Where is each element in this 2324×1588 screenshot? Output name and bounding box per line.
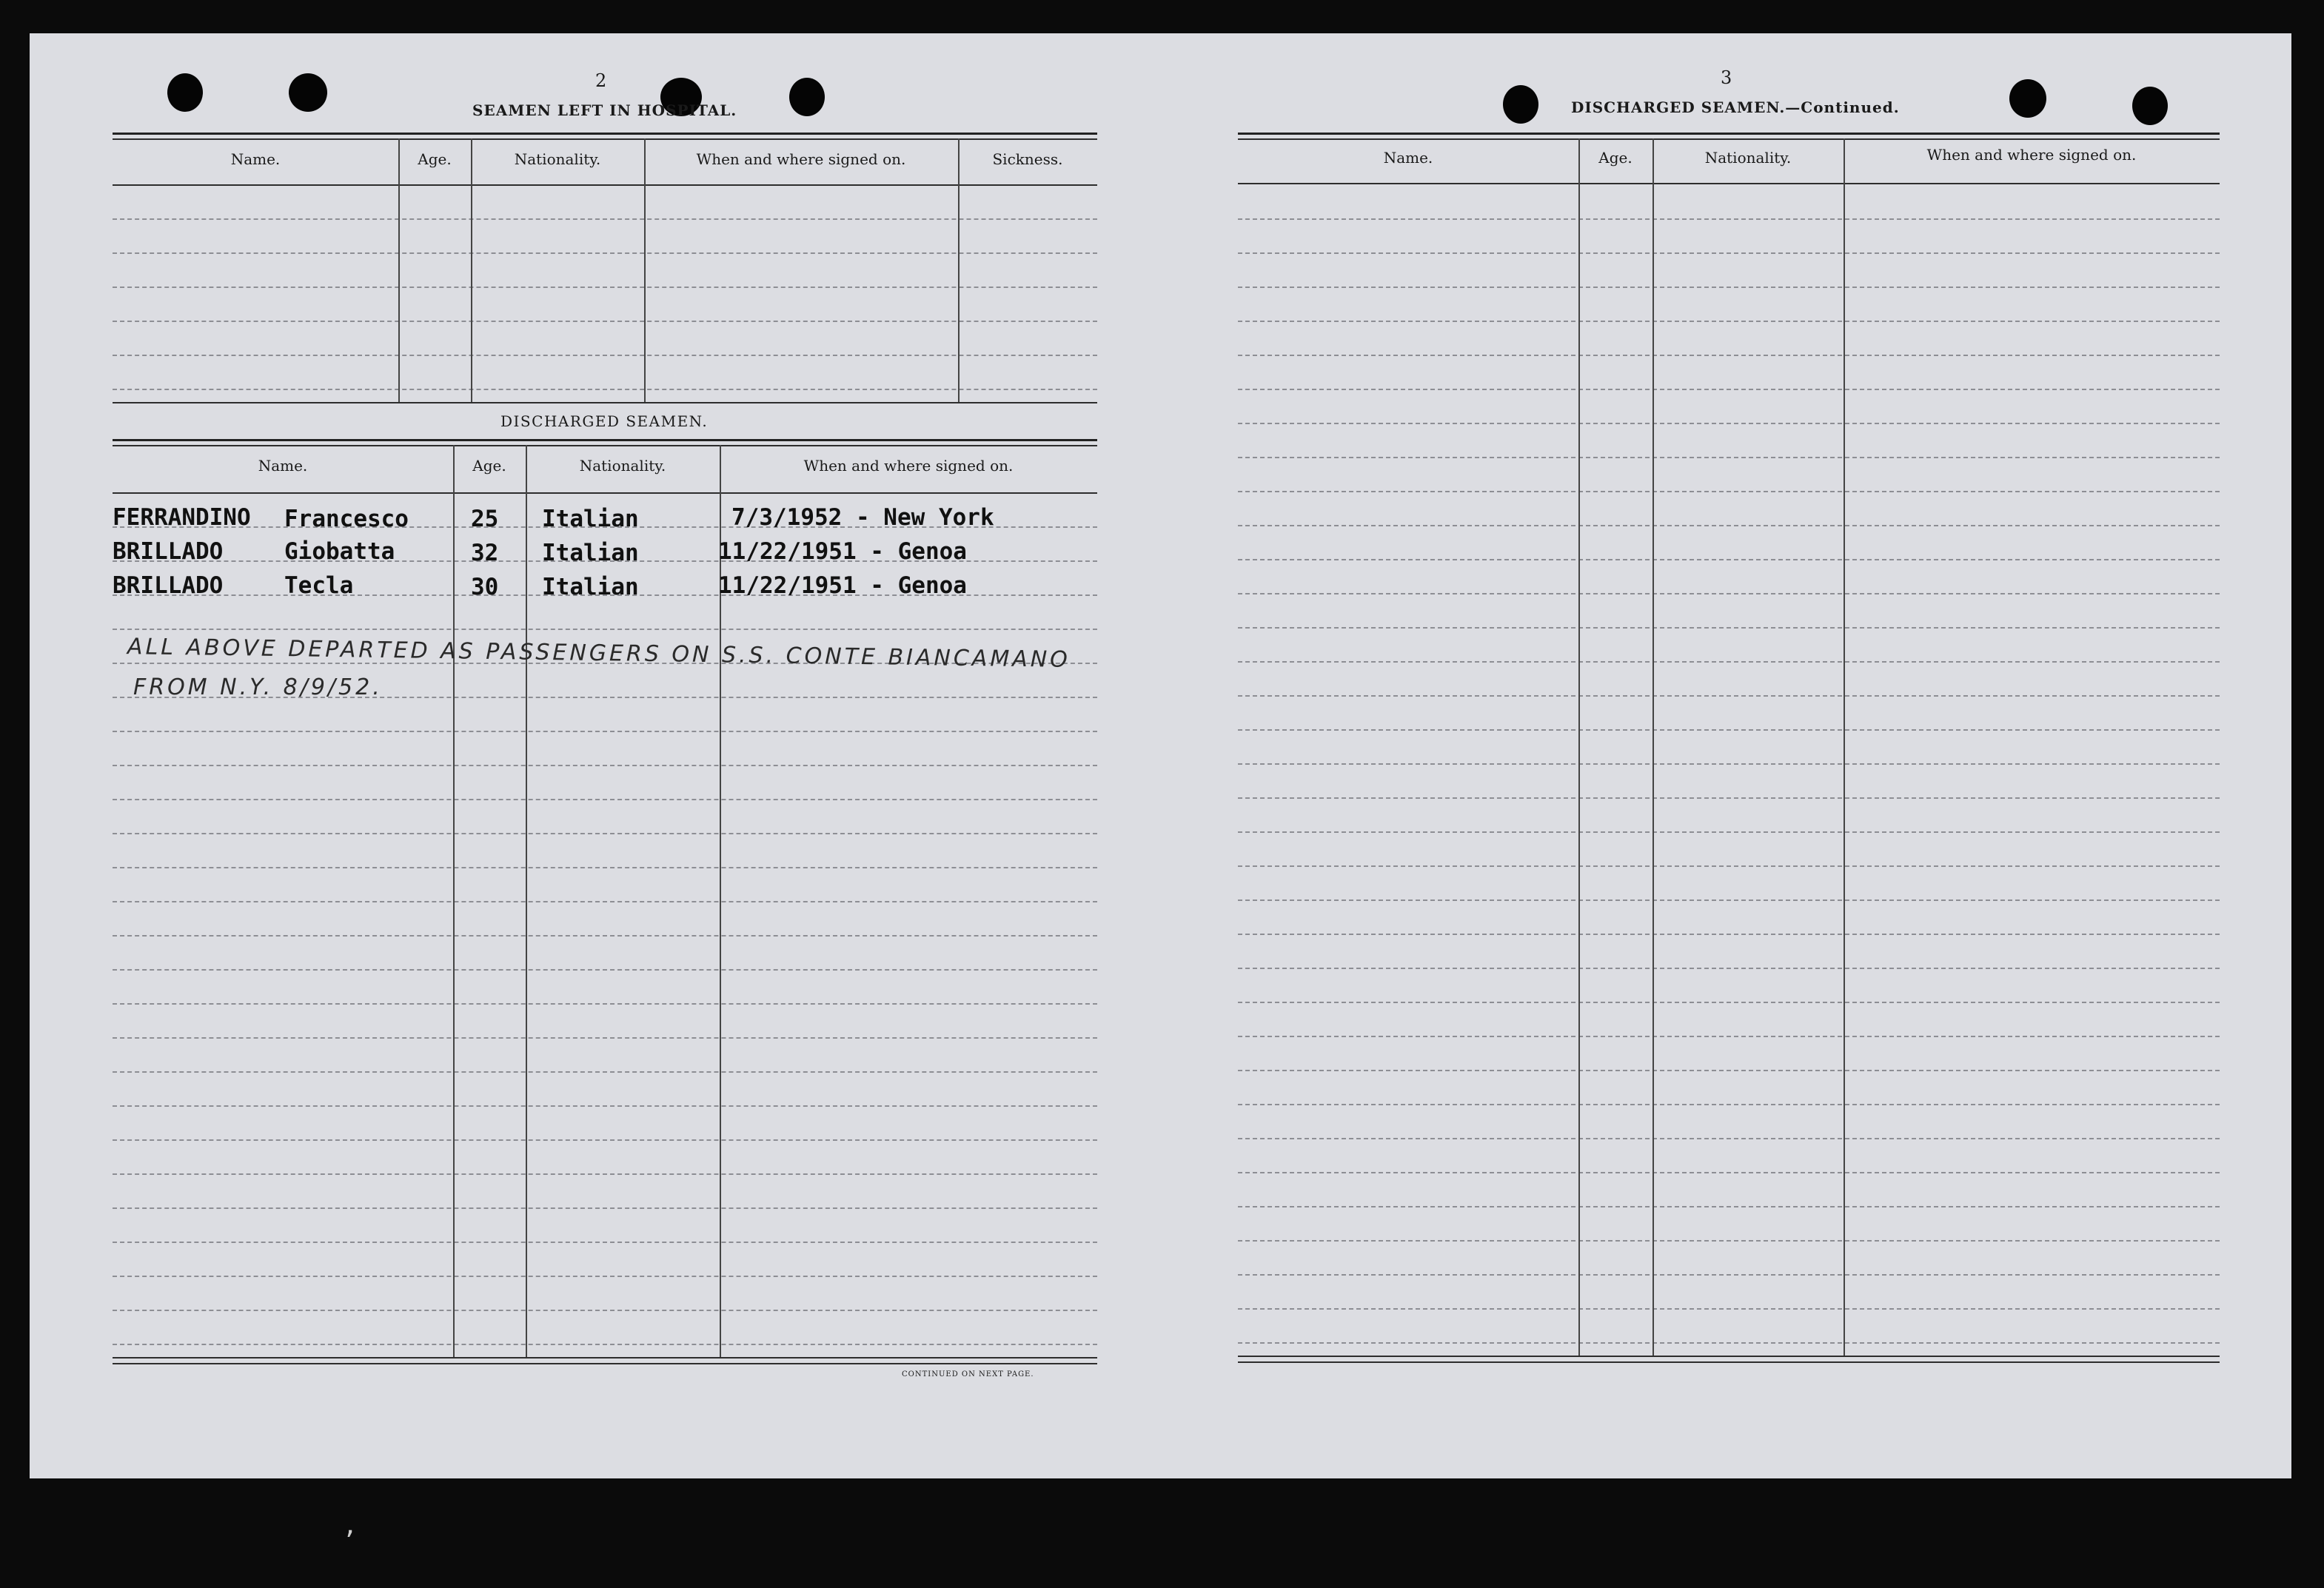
right-col-name: Name.	[1383, 149, 1433, 167]
row-line	[1238, 1036, 2220, 1037]
seaman-nationality: Italian	[542, 506, 639, 532]
row-line	[113, 1173, 1097, 1175]
seaman-given-name: Francesco	[284, 506, 409, 532]
row-line	[113, 833, 1097, 834]
row-line	[113, 287, 1097, 288]
right-col-signed-on: When and where signed on.	[1926, 146, 2137, 164]
rule	[113, 445, 1097, 446]
row-line	[113, 218, 1097, 220]
handwritten-note-line1: ALL ABOVE DEPARTED AS PASSENGERS ON S.S. CONTE BIANCAMANO	[127, 634, 1071, 673]
seaman-nationality: Italian	[542, 540, 639, 566]
punch-hole	[289, 73, 327, 112]
row-line	[113, 765, 1097, 766]
seaman-signed-on: 11/22/1951 - Genoa	[718, 538, 967, 565]
row-line	[1238, 525, 2220, 526]
row-line	[113, 969, 1097, 971]
row-line	[1238, 1070, 2220, 1071]
rule	[1238, 1356, 2220, 1357]
hospital-col-nationality: Nationality.	[514, 150, 601, 168]
row-line	[1238, 252, 2220, 254]
row-line	[113, 1071, 1097, 1073]
row-line	[1238, 355, 2220, 356]
seaman-signed-on: 11/22/1951 - Genoa	[718, 572, 967, 599]
rule	[113, 1357, 1097, 1358]
row-line	[1238, 1274, 2220, 1276]
hospital-col-sickness: Sickness.	[992, 150, 1063, 168]
row-line	[1238, 899, 2220, 901]
seaman-given-name: Giobatta	[284, 538, 395, 565]
row-line	[1238, 627, 2220, 629]
column-divider	[1844, 138, 1845, 1356]
rule	[113, 402, 1097, 403]
row-line	[1238, 729, 2220, 731]
row-line	[113, 1105, 1097, 1107]
rule	[1238, 133, 2220, 135]
handwritten-note-line2: FROM N.Y. 8/9/52.	[133, 674, 383, 700]
row-line	[1238, 968, 2220, 969]
ledger-sheet	[30, 33, 2291, 1478]
row-line	[113, 1139, 1097, 1141]
rule	[113, 138, 1097, 140]
row-line	[113, 321, 1097, 322]
row-line	[1238, 218, 2220, 220]
rule	[113, 1363, 1097, 1364]
right-page-number: 3	[1721, 67, 1732, 88]
row-line	[113, 731, 1097, 732]
row-line	[113, 867, 1097, 868]
row-line	[1238, 1002, 2220, 1003]
discharged-col-nationality: Nationality.	[579, 457, 666, 475]
row-line	[1238, 1308, 2220, 1310]
column-divider	[526, 445, 527, 1357]
seaman-age: 32	[471, 540, 499, 566]
row-line	[1238, 389, 2220, 390]
row-line	[1238, 423, 2220, 424]
row-line	[1238, 593, 2220, 594]
row-line	[1238, 1206, 2220, 1207]
stray-mark: ’	[345, 1525, 355, 1559]
row-line	[1238, 934, 2220, 935]
punch-hole	[167, 73, 203, 112]
row-line	[1238, 491, 2220, 492]
row-line	[1238, 1342, 2220, 1344]
row-line	[1238, 1240, 2220, 1242]
seaman-nationality: Italian	[542, 574, 639, 600]
seaman-age: 25	[471, 506, 499, 532]
hospital-section-title: SEAMEN LEFT IN HOSPITAL.	[472, 101, 737, 119]
row-line	[1238, 287, 2220, 288]
hospital-col-signed-on: When and where signed on.	[696, 150, 906, 168]
row-line	[1238, 1172, 2220, 1173]
seaman-given-name: Tecla	[284, 572, 354, 599]
row-line	[1238, 457, 2220, 458]
row-line	[113, 1276, 1097, 1277]
column-divider	[398, 138, 400, 402]
seaman-age: 30	[471, 574, 499, 600]
hospital-col-age: Age.	[418, 150, 452, 168]
row-line	[1238, 1138, 2220, 1139]
column-divider	[1652, 138, 1654, 1356]
rule	[1238, 183, 2220, 184]
seaman-signed-on: 7/3/1952 - New York	[731, 504, 994, 531]
column-divider	[1578, 138, 1580, 1356]
row-line	[1238, 1104, 2220, 1105]
hospital-col-name: Name.	[230, 150, 281, 168]
row-line	[113, 1207, 1097, 1209]
row-line	[113, 1310, 1097, 1311]
discharged-col-signed-on: When and where signed on.	[803, 457, 1014, 475]
row-line	[1238, 661, 2220, 663]
rule	[113, 184, 1097, 186]
row-line	[1238, 763, 2220, 765]
punch-hole	[789, 78, 825, 116]
rule	[1238, 1361, 2220, 1363]
right-col-nationality: Nationality.	[1704, 149, 1792, 167]
right-section-title: DISCHARGED SEAMEN.—Continued.	[1571, 98, 1900, 116]
row-line	[113, 252, 1097, 254]
row-line	[113, 1037, 1097, 1039]
punch-hole	[2132, 87, 2168, 125]
column-divider	[471, 138, 472, 402]
row-line	[113, 901, 1097, 902]
row-line	[113, 1344, 1097, 1345]
row-line	[1238, 559, 2220, 560]
row-line	[1238, 695, 2220, 697]
rule	[1238, 138, 2220, 140]
seaman-surname: FERRANDINO	[113, 504, 251, 531]
row-line	[113, 389, 1097, 390]
rule	[113, 133, 1097, 135]
left-page-number: 2	[595, 70, 607, 91]
row-line	[1238, 797, 2220, 799]
column-divider	[958, 138, 960, 402]
row-line	[113, 1242, 1097, 1243]
continued-footer: CONTINUED ON NEXT PAGE.	[902, 1370, 1034, 1378]
column-divider	[453, 445, 455, 1357]
punch-hole	[2009, 79, 2046, 118]
seaman-surname: BRILLADO	[113, 538, 224, 565]
row-line	[113, 629, 1097, 630]
discharged-col-name: Name.	[258, 457, 308, 475]
row-line	[113, 935, 1097, 937]
row-line	[113, 1003, 1097, 1005]
rule	[113, 439, 1097, 441]
seaman-surname: BRILLADO	[113, 572, 224, 599]
row-line	[1238, 865, 2220, 867]
punch-hole	[1503, 85, 1538, 124]
rule	[113, 492, 1097, 494]
right-col-age: Age.	[1598, 149, 1633, 167]
column-divider	[644, 138, 646, 402]
row-line	[1238, 831, 2220, 833]
row-line	[113, 355, 1097, 356]
discharged-col-age: Age.	[472, 457, 506, 475]
row-line	[113, 799, 1097, 800]
discharged-section-title: DISCHARGED SEAMEN.	[500, 412, 709, 430]
row-line	[1238, 321, 2220, 322]
